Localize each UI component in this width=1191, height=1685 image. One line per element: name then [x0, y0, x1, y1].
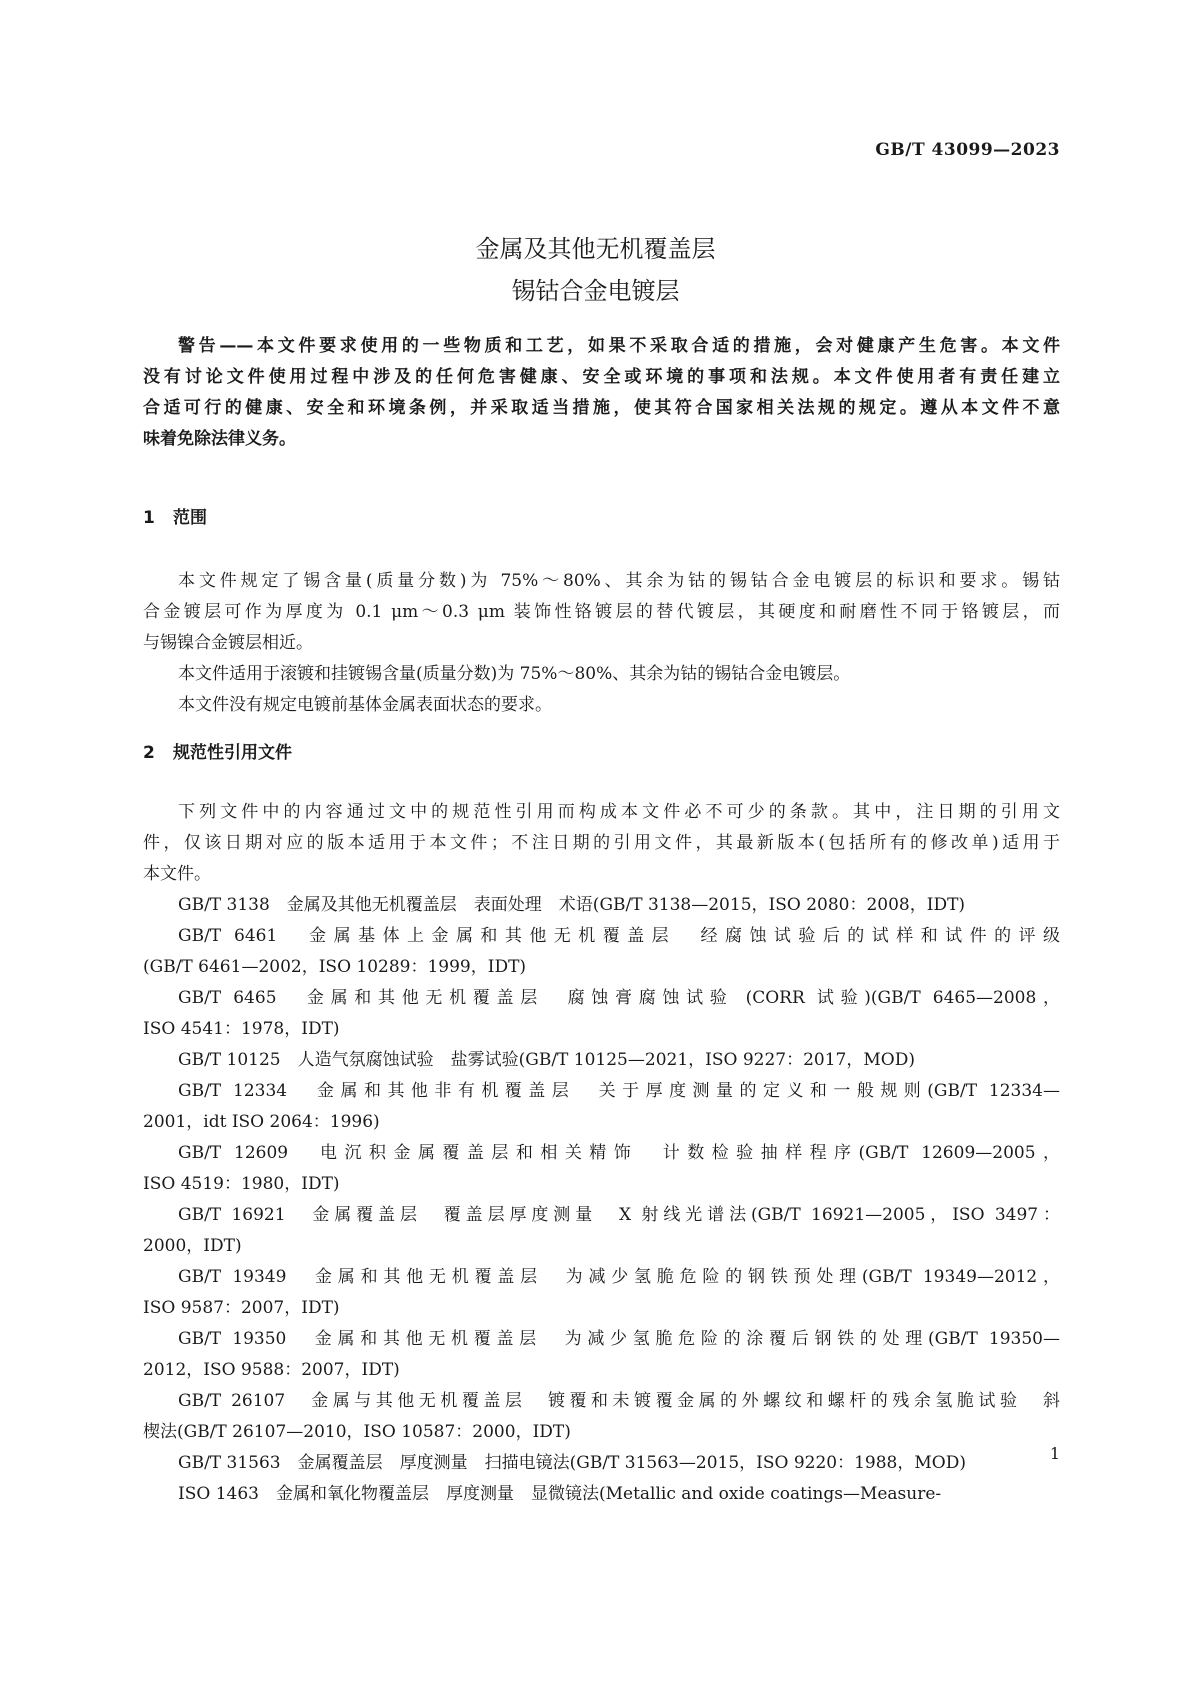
text-line: ISO 9587：2007，IDT) — [143, 1298, 340, 1318]
text-line: GB/T 19349 金属和其他无机覆盖层 为减少氢脆危险的钢铁预处理(GB/T 19349—2012， — [178, 1267, 1060, 1287]
document-body — [143, 331, 1060, 1510]
text-line: ISO 4541：1978，IDT) — [143, 1019, 340, 1039]
text-line: 本文件适用于滚镀和挂镀锡含量(质量分数)为 75%～80%、其余为钴的锡钴合金电镀层。 — [178, 664, 851, 684]
reference-entry — [143, 1448, 1060, 1479]
text-line: ISO 4519：1980，IDT) — [143, 1174, 340, 1194]
text-line: GB/T 10125 人造气氛腐蚀试验 盐雾试验(GB/T 10125—2021，ISO 9227：2017，MOD) — [178, 1050, 915, 1070]
reference-entry — [143, 1324, 1060, 1386]
text-line: 2000，IDT) — [143, 1236, 242, 1256]
text-line: GB/T 31563 金属覆盖层 厚度测量 扫描电镜法(GB/T 31563—2015，ISO 9220：1988，MOD) — [178, 1453, 966, 1473]
reference-entry — [143, 1386, 1060, 1448]
reference-entry — [143, 1262, 1060, 1324]
text-line: 本文件规定了锡含量(质量分数)为 75%～80%、其余为钴的锡钴合金电镀层的标识和要求。锡钴 — [178, 571, 1060, 591]
text-line: 2001，idt ISO 2064：1996) — [143, 1112, 380, 1132]
warning-paragraph — [143, 331, 1060, 455]
section-2-heading: 2 规范性引用文件 — [143, 743, 292, 763]
text-line: (GB/T 6461—2002，ISO 10289：1999，IDT) — [143, 957, 527, 977]
text-line: GB/T 16921 金属覆盖层 覆盖层厚度测量 X 射线光谱法(GB/T 16921—2005，ISO 3497： — [178, 1205, 1060, 1225]
reference-entry — [143, 1200, 1060, 1262]
reference-entry — [143, 1076, 1060, 1138]
paragraph — [143, 797, 1060, 890]
page-number: 1 — [1049, 1444, 1060, 1463]
text-line: GB/T 12609 电沉积金属覆盖层和相关精饰 计数检验抽样程序(GB/T 12609—2005， — [178, 1143, 1060, 1163]
reference-entry — [143, 1479, 1060, 1510]
section-1-heading: 1 范围 — [143, 508, 207, 528]
text-line: GB/T 6465 金属和其他无机覆盖层 腐蚀膏腐蚀试验 (CORR 试验)(GB/T 6465—2008， — [178, 988, 1060, 1008]
text-line: GB/T 26107 金属与其他无机覆盖层 镀覆和未镀覆金属的外螺纹和螺杆的残余氢脆试验 斜 — [178, 1391, 1060, 1411]
text-line: 与锡镍合金镀层相近。 — [143, 633, 313, 653]
title-line-2: 锡钴合金电镀层 — [511, 277, 680, 305]
paragraph — [143, 566, 1060, 659]
text-line: 本文件。 — [143, 864, 211, 884]
text-line: 本文件没有规定电镀前基体金属表面状态的要求。 — [178, 695, 552, 715]
paragraph — [143, 690, 1060, 721]
reference-entry — [143, 1138, 1060, 1200]
text-line: 下列文件中的内容通过文中的规范性引用而构成本文件必不可少的条款。其中，注日期的引用文 — [178, 802, 1060, 822]
reference-entry — [143, 1045, 1060, 1076]
document-number: GB/T 43099—2023 — [875, 140, 1060, 160]
text-line: ISO 1463 金属和氧化物覆盖层 厚度测量 显微镜法(Metallic and oxide coatings—Measure- — [178, 1484, 942, 1504]
text-line: 没有讨论文件使用过程中涉及的任何危害健康、安全或环境的事项和法规。本文件使用者有责任建立 — [143, 367, 1060, 387]
text-line: 合金镀层可作为厚度为 0.1 μm～0.3 μm 装饰性铬镀层的替代镀层，其硬度和耐磨性不同于铬镀层，而 — [143, 602, 1060, 622]
text-line: 楔法(GB/T 26107—2010，ISO 10587：2000，IDT) — [143, 1422, 571, 1442]
section-1-body — [143, 566, 1060, 721]
text-line: GB/T 3138 金属及其他无机覆盖层 表面处理 术语(GB/T 3138—2015，ISO 2080：2008，IDT) — [178, 895, 966, 915]
text-line: GB/T 6461 金属基体上金属和其他无机覆盖层 经腐蚀试验后的试样和试件的评级 — [178, 926, 1060, 946]
title-line-1: 金属及其他无机覆盖层 — [475, 235, 716, 263]
reference-entry — [143, 921, 1060, 983]
paragraph — [143, 659, 1060, 690]
text-line: 警告——本文件要求使用的一些物质和工艺，如果不采取合适的措施，会对健康产生危害。本文件 — [178, 336, 1060, 356]
reference-entry — [143, 890, 1060, 921]
text-line: GB/T 12334 金属和其他非有机覆盖层 关于厚度测量的定义和一般规则(GB/T 12334— — [178, 1081, 1060, 1101]
text-line: 2012，ISO 9588：2007，IDT) — [143, 1360, 400, 1380]
text-line: 件，仅该日期对应的版本适用于本文件；不注日期的引用文件，其最新版本(包括所有的修改单)适用于 — [143, 833, 1060, 853]
text-line: GB/T 19350 金属和其他无机覆盖层 为减少氢脆危险的涂覆后钢铁的处理(GB/T 19350— — [178, 1329, 1060, 1349]
text-line: 味着免除法律义务。 — [143, 429, 296, 449]
document-title — [0, 228, 1191, 312]
reference-entry — [143, 983, 1060, 1045]
text-line: 合适可行的健康、安全和环境条例，并采取适当措施，使其符合国家相关法规的规定。遵从本文件不意 — [143, 398, 1060, 418]
section-2-body — [143, 797, 1060, 1510]
